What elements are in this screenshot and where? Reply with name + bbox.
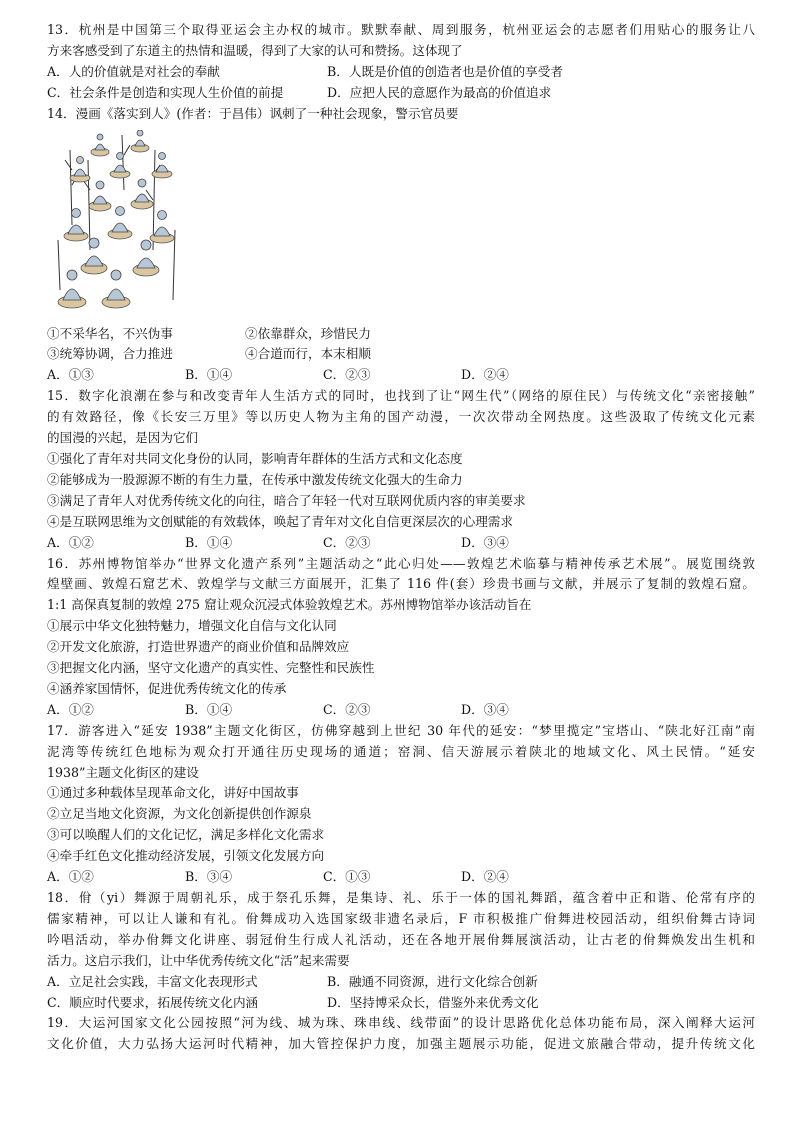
option-row	[47, 867, 755, 888]
statement-1: ①不采华名，不兴伪事	[47, 325, 173, 341]
question-stem: 煌壁画、敦煌石窟艺术、敦煌学与文献三方面展开，汇集了 116 件(套）珍贵书画与文献，并展示了复制的敦煌石窟。	[47, 576, 755, 592]
statement-1: ①强化了青年对共同文化身份的认同，影响青年群体的生活方式和文化态度	[47, 450, 463, 466]
statement-4: ④是互联网思维为文创赋能的有效载体，唤起了青年对文化自信更深层次的心理需求	[47, 513, 513, 529]
statement-3: ③满足了青年人对优秀传统文化的向往，暗合了年轻一代对互联网优质内容的审美要求	[47, 492, 526, 508]
exam-page	[47, 20, 755, 1055]
statement-2: ②开发文化旅游，打造世界遗产的商业价值和品牌效应	[47, 639, 350, 655]
question-stem: 的国漫的兴起，是因为它们	[47, 430, 199, 446]
question-stem: 13．杭州是中国第三个取得亚运会主办权的城市。默默奉献、周到服务，杭州亚运会的志愿者们用贴心的服务让八	[47, 22, 755, 37]
statement-3: ③统筹协调，合力推进	[47, 346, 173, 362]
option-b[interactable]: B．融通不同资源，进行文化综合创新	[327, 973, 538, 989]
option-row	[47, 993, 755, 1014]
option-d[interactable]: D．③④	[461, 534, 509, 550]
question-16	[47, 554, 755, 721]
statement-2: ②依靠群众，珍惜民力	[245, 325, 371, 341]
cartoon-officials-on-stumps-icon	[50, 130, 180, 316]
statement-1: ①通过多种载体呈现革命文化，讲好中国故事	[47, 785, 299, 801]
option-b[interactable]: B．①④	[185, 534, 233, 550]
option-a[interactable]: A．①②	[47, 869, 94, 885]
option-c[interactable]: C．①③	[323, 869, 371, 885]
statement-4: ④涵养家国情怀，促进优秀传统文化的传承	[47, 680, 287, 696]
statement-4: ④合道而行，本末相顺	[245, 346, 371, 362]
statement-4: ④牵手红色文化推动经济发展，引领文化发展方向	[47, 848, 325, 864]
statement-row	[47, 344, 755, 365]
option-c[interactable]: C．②③	[323, 701, 371, 717]
option-d[interactable]: D．②④	[461, 869, 509, 885]
statement-2: ②立足当地文化资源，为文化创新提供创作源泉	[47, 806, 312, 822]
statement-1: ①展示中华文化独特魅力，增强文化自信与文化认同	[47, 618, 337, 634]
question-stem: 17．游客进入“延安 1938”主题文化街区，仿佛穿越到上世纪 30 年代的延安：“梦里揽定”宝塔山、“陕北好江南”南	[47, 722, 755, 738]
statement-3: ③把握文化内涵，坚守文化遗产的真实性、完整性和民族性	[47, 660, 375, 676]
question-stem: 15．数字化浪潮在参与和改变青年人生活方式的同时，也找到了让“网生代”（网络的原住民）与传统文化“亲密接触”	[47, 388, 755, 404]
option-d[interactable]: D．应把人民的意愿作为最高的价值追求	[327, 84, 552, 100]
option-d[interactable]: D．③④	[461, 701, 509, 717]
statement-row	[47, 324, 755, 345]
option-b[interactable]: B．①④	[185, 701, 233, 717]
question-stem: 19．大运河国家文化公园按照“河为线、城为珠、珠串线、线带面”的设计思路优化总体功能布局，深入阐释大运河	[47, 1015, 755, 1031]
question-stem: 方来客感受到了东道主的热情和温暖，得到了大家的认可和赞扬。这体现了	[47, 42, 463, 58]
question-stem: 1:1 高保真复制的敦煌 275 窟让观众沉浸式体验敦煌艺术。苏州博物馆举办该活动旨在	[47, 597, 532, 613]
question-18	[47, 888, 755, 1013]
question-stem: 的有效路径，像《长安三万里》等以历史人物为主角的国产动漫，一次次带动全网热度。这些汲取了传统文化元素	[47, 409, 755, 425]
option-a[interactable]: A．立足社会实践，丰富文化表现形式	[47, 973, 258, 989]
option-a[interactable]: A．①②	[47, 701, 94, 717]
option-a[interactable]: A．①②	[47, 534, 94, 550]
statement-3: ③可以唤醒人们的文化记忆，满足多样化文化需求	[47, 827, 325, 843]
option-d[interactable]: D．坚持博采众长，借鉴外来优秀文化	[327, 994, 539, 1010]
question-17	[47, 721, 755, 888]
question-stem: 儒家精神，可以让人谦和有礼。佾舞成功入选国家级非遗名录后，F 市积极推广佾舞进校园活动，组织佾舞古诗词	[47, 910, 755, 926]
option-row	[47, 365, 755, 386]
question-19	[47, 1013, 755, 1055]
option-b[interactable]: B．①④	[185, 367, 233, 383]
option-c[interactable]: C．社会条件是创造和实现人生价值的前提	[47, 84, 284, 100]
question-stem: 18．佾（yi）舞源于周朝礼乐，成于祭孔乐舞，是集诗、礼、乐于一体的国礼舞蹈，蕴含着中正和谐、伦常有序的	[47, 890, 755, 905]
option-a[interactable]: A．①③	[47, 367, 94, 383]
question-stem: 泥湾等传统红色地标为观众打开通往历史现场的通道；窑洞、信天游展示着陕北的地域文化、风土民情。“延安	[47, 743, 755, 759]
option-c[interactable]: C．②③	[323, 534, 371, 550]
question-stem: 活力。这启示我们，让中华优秀传统文化“活”起来需要	[47, 952, 350, 968]
question-15	[47, 386, 755, 553]
option-a[interactable]: A．人的价值就是对社会的奉献	[47, 63, 220, 79]
option-row	[47, 533, 755, 554]
question-stem: 吟唱活动，举办佾舞文化讲座、弱冠佾生行成人礼活动，还在各地开展佾舞展演活动，让古老的佾舞焕发出生机和	[47, 931, 755, 947]
option-b[interactable]: B．③④	[185, 869, 233, 885]
option-c[interactable]: C．②③	[323, 367, 371, 383]
question-stem: 文化价值，大力弘扬大运河时代精神，加大管控保护力度，加强主题展示功能，促进文旅融合带动，提升传统文化	[47, 1036, 755, 1052]
option-d[interactable]: D．②④	[461, 367, 509, 383]
question-stem: 14．漫画《落实到人》(作者：于昌伟）讽刺了一种社会现象，警示官员要	[47, 105, 459, 121]
option-b[interactable]: B．人既是价值的创造者也是价值的享受者	[327, 63, 563, 79]
option-row	[47, 83, 755, 104]
question-stem: 16．苏州博物馆举办“世界文化遗产系列”主题活动之“此心归处——敦煌艺术临摹与精神传承艺术展”。展览围绕敦	[47, 555, 755, 571]
question-14	[47, 104, 755, 387]
question-stem: 1938”主题文化街区的建设	[47, 764, 199, 780]
option-row	[47, 62, 755, 83]
statement-2: ②能够成为一股源源不断的有生力量，在传承中激发传统文化强大的生命力	[47, 471, 463, 487]
question-13	[47, 20, 755, 104]
option-row	[47, 700, 755, 721]
option-row	[47, 972, 755, 993]
option-c[interactable]: C．顺应时代要求，拓展传统文化内涵	[47, 994, 259, 1010]
